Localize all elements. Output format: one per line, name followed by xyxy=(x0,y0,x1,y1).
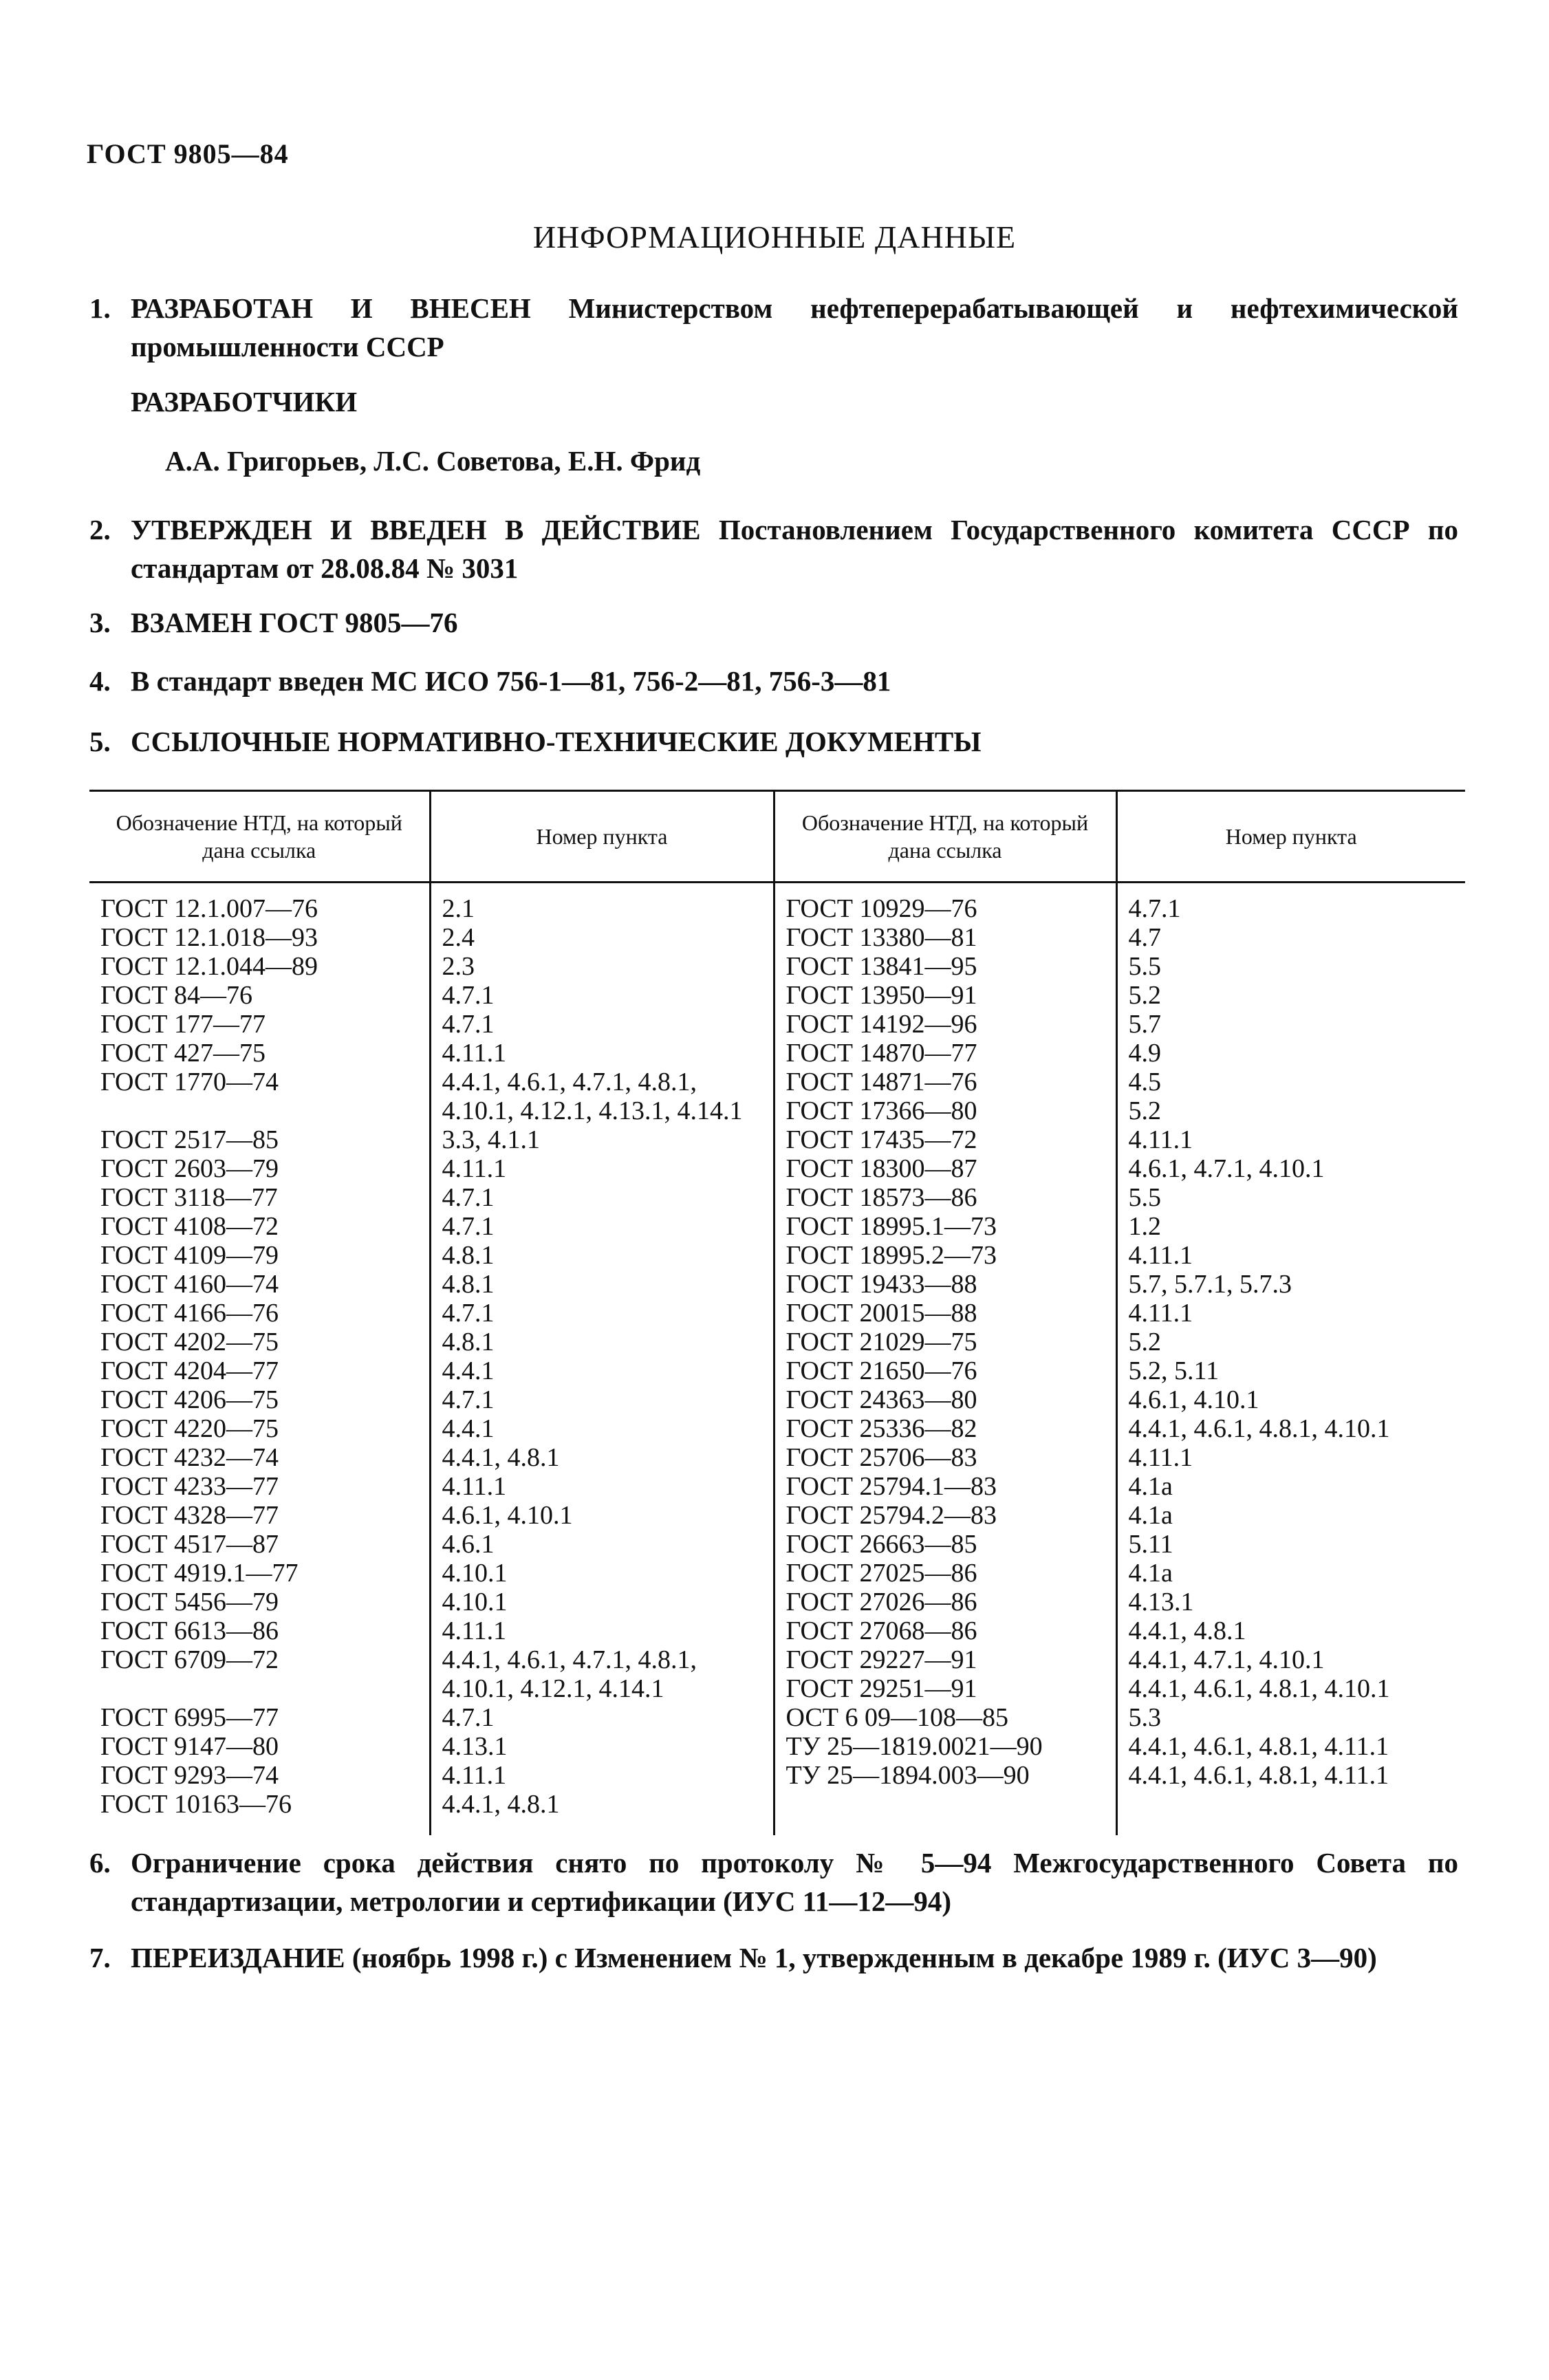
item-text: ВЗАМЕН ГОСТ 9805—76 xyxy=(131,607,458,638)
clause-number-cell: 4.4.1, 4.8.1 xyxy=(430,1443,774,1472)
clause-number-cell: 4.8.1 xyxy=(430,1270,774,1299)
item-number: 3. xyxy=(89,607,111,638)
doc-designation-cell: ГОСТ 6613—86 xyxy=(100,1616,279,1645)
table-row xyxy=(89,1241,1465,1270)
doc-designation-cell xyxy=(89,1674,430,1703)
doc-designation-cell: ГОСТ 84—76 xyxy=(100,981,252,1010)
doc-designation-cell: ГОСТ 1770—74 xyxy=(100,1068,279,1096)
clause-number-cell: 5.2 xyxy=(1116,1096,1465,1125)
doc-designation-cell: ГОСТ 4328—77 xyxy=(100,1501,279,1530)
table-row xyxy=(89,1068,1465,1096)
table-row xyxy=(89,1328,1465,1356)
table-body xyxy=(89,883,1465,1836)
doc-designation-cell: ГОСТ 25794.1—83 xyxy=(774,1472,1116,1501)
item-1 xyxy=(89,289,1458,366)
col-header-doc: Обозначение НТД, на который дана ссылка xyxy=(89,791,430,883)
doc-designation-cell xyxy=(89,1096,430,1125)
item-text: В стандарт введен МС ИСО 756-1—81, 756-2—81, 756-3—81 xyxy=(131,665,891,697)
table-row xyxy=(89,1125,1465,1154)
clause-number-cell: 4.4.1, 4.6.1, 4.7.1, 4.8.1, xyxy=(430,1068,774,1096)
table-row xyxy=(89,1645,1465,1674)
item-number: 5. xyxy=(89,726,111,757)
item-text: РАЗРАБОТАН И ВНЕСЕН Министерством нефтеперерабатывающей и нефтехимической промышленности СССР xyxy=(131,292,1458,363)
doc-designation-cell: ГОСТ 14870—77 xyxy=(774,1039,1116,1068)
doc-designation-cell: ГОСТ 20015—88 xyxy=(774,1299,1116,1328)
table-row xyxy=(89,1616,1465,1645)
clause-number-cell: 4.13.1 xyxy=(1116,1588,1465,1616)
table-row xyxy=(89,1559,1465,1588)
item-3 xyxy=(89,603,1458,642)
table-row xyxy=(89,1443,1465,1472)
page-title: ИНФОРМАЦИОННЫЕ ДАННЫЕ xyxy=(532,219,1017,255)
table-row xyxy=(89,1270,1465,1299)
clause-number-cell: 2.3 xyxy=(430,952,774,981)
doc-designation-cell: ГОСТ 18573—86 xyxy=(774,1183,1116,1212)
clause-number-cell: 1.2 xyxy=(1116,1212,1465,1241)
clause-number-cell: 4.1а xyxy=(1116,1472,1465,1501)
clause-number-cell: 4.7.1 xyxy=(430,1703,774,1732)
doc-designation-cell: ГОСТ 18995.2—73 xyxy=(774,1241,1116,1270)
clause-number-cell: 2.1 xyxy=(430,883,774,924)
doc-designation-cell: ГОСТ 29227—91 xyxy=(774,1645,1116,1674)
references-table-wrapper xyxy=(89,790,1465,1835)
clause-number-cell: 4.6.1, 4.10.1 xyxy=(430,1501,774,1530)
doc-designation-cell: ГОСТ 17435—72 xyxy=(774,1125,1116,1154)
doc-designation-cell: ГОСТ 6709—72 xyxy=(100,1645,279,1674)
clause-number-cell: 5.7 xyxy=(1116,1010,1465,1039)
clause-number-cell: 4.10.1 xyxy=(430,1559,774,1588)
clause-number-cell: 4.11.1 xyxy=(430,1154,774,1183)
clause-number-cell: 5.3 xyxy=(1116,1703,1465,1732)
table-row xyxy=(89,952,1465,981)
table-row xyxy=(89,1501,1465,1530)
clause-number-cell: 4.7.1 xyxy=(430,1010,774,1039)
doc-designation-cell: ГОСТ 27068—86 xyxy=(774,1616,1116,1645)
clause-number-cell xyxy=(1116,1790,1465,1835)
clause-number-cell: 4.4.1, 4.6.1, 4.7.1, 4.8.1, xyxy=(430,1645,774,1674)
doc-designation-cell: ГОСТ 4160—74 xyxy=(100,1270,279,1299)
clause-number-cell: 4.4.1 xyxy=(430,1414,774,1443)
clause-number-cell: 4.7.1 xyxy=(430,1183,774,1212)
clause-number-cell: 4.4.1, 4.6.1, 4.8.1, 4.11.1 xyxy=(1116,1732,1465,1761)
doc-designation-cell: ГОСТ 24363—80 xyxy=(774,1385,1116,1414)
clause-number-cell: 4.11.1 xyxy=(1116,1125,1465,1154)
clause-number-cell: 4.6.1 xyxy=(430,1530,774,1559)
clause-number-cell: 5.2 xyxy=(1116,981,1465,1010)
clause-number-cell: 4.10.1, 4.12.1, 4.14.1 xyxy=(430,1674,774,1703)
clause-number-cell: 4.4.1, 4.6.1, 4.8.1, 4.10.1 xyxy=(1116,1674,1465,1703)
clause-number-cell: 4.7.1 xyxy=(430,1299,774,1328)
doc-designation-cell: ГОСТ 4204—77 xyxy=(100,1356,279,1385)
doc-designation-cell: ГОСТ 3118—77 xyxy=(100,1183,278,1212)
table-row xyxy=(89,1732,1465,1761)
doc-designation-cell: ГОСТ 13950—91 xyxy=(774,981,1116,1010)
table-row xyxy=(89,1703,1465,1732)
col-header-doc: Обозначение НТД, на который дана ссылка xyxy=(774,791,1116,883)
clause-number-cell: 4.4.1 xyxy=(430,1356,774,1385)
doc-designation-cell: ГОСТ 27026—86 xyxy=(774,1588,1116,1616)
doc-designation-cell: ГОСТ 21029—75 xyxy=(774,1328,1116,1356)
table-row xyxy=(89,1212,1465,1241)
doc-designation-cell: ГОСТ 4108—72 xyxy=(100,1212,279,1241)
item-5 xyxy=(89,722,1458,761)
item-text: Ограничение срока действия снято по протоколу № 5—94 Межгосударственного Совета по стандартизации, метрологии и сертификации (ИУС 11—12—94) xyxy=(131,1847,1458,1917)
doc-designation-cell: ГОСТ 4220—75 xyxy=(100,1414,279,1443)
item-number: 6. xyxy=(89,1847,111,1879)
clause-number-cell: 5.7, 5.7.1, 5.7.3 xyxy=(1116,1270,1465,1299)
doc-designation-cell: ГОСТ 10929—76 xyxy=(774,883,1116,924)
doc-designation-cell: ГОСТ 12.1.018—93 xyxy=(100,923,318,952)
doc-designation-cell: ГОСТ 19433—88 xyxy=(774,1270,1116,1299)
item-2 xyxy=(89,510,1458,587)
table-row xyxy=(89,1790,1465,1835)
item-number: 1. xyxy=(89,292,111,324)
clause-number-cell: 4.6.1, 4.10.1 xyxy=(1116,1385,1465,1414)
doc-designation-cell: ГОСТ 9293—74 xyxy=(100,1761,279,1790)
doc-designation-cell: ГОСТ 12.1.007—76 xyxy=(100,894,318,923)
doc-designation-cell: ГОСТ 14871—76 xyxy=(774,1068,1116,1096)
clause-number-cell: 4.7.1 xyxy=(430,981,774,1010)
clause-number-cell: 5.11 xyxy=(1116,1530,1465,1559)
item-number: 2. xyxy=(89,514,111,545)
table-row xyxy=(89,1761,1465,1790)
doc-designation-cell: ГОСТ 6995—77 xyxy=(100,1703,279,1732)
doc-designation-cell: ГОСТ 177—77 xyxy=(100,1010,266,1039)
clause-number-cell: 4.1а xyxy=(1116,1559,1465,1588)
doc-designation-cell: ГОСТ 25336—82 xyxy=(774,1414,1116,1443)
table-row xyxy=(89,1385,1465,1414)
doc-designation-cell: ГОСТ 26663—85 xyxy=(774,1530,1116,1559)
doc-designation-cell: ГОСТ 4206—75 xyxy=(100,1385,279,1414)
doc-designation-cell: ГОСТ 9147—80 xyxy=(100,1732,279,1761)
doc-designation-cell: ГОСТ 17366—80 xyxy=(774,1096,1116,1125)
table-row xyxy=(89,1183,1465,1212)
doc-designation-cell: ГОСТ 14192—96 xyxy=(774,1010,1116,1039)
item-text: ПЕРЕИЗДАНИЕ (ноябрь 1998 г.) с Изменением № 1, утвержденным в декабре 1989 г. (ИУС 3—90) xyxy=(131,1942,1377,1973)
clause-number-cell: 4.11.1 xyxy=(1116,1241,1465,1270)
clause-number-cell: 4.6.1, 4.7.1, 4.10.1 xyxy=(1116,1154,1465,1183)
clause-number-cell: 4.5 xyxy=(1116,1068,1465,1096)
doc-designation-cell: ГОСТ 4166—76 xyxy=(100,1299,279,1328)
item-4 xyxy=(89,662,1458,700)
col-header-clause: Номер пункта xyxy=(430,791,774,883)
table-row xyxy=(89,1039,1465,1068)
clause-number-cell: 4.4.1, 4.6.1, 4.8.1, 4.10.1 xyxy=(1116,1414,1465,1443)
clause-number-cell: 5.2, 5.11 xyxy=(1116,1356,1465,1385)
doc-designation-cell: ГОСТ 4202—75 xyxy=(100,1328,279,1356)
doc-designation-cell: ГОСТ 27025—86 xyxy=(774,1559,1116,1588)
clause-number-cell: 2.4 xyxy=(430,923,774,952)
clause-number-cell: 4.9 xyxy=(1116,1039,1465,1068)
references-table xyxy=(89,790,1465,1835)
clause-number-cell: 4.11.1 xyxy=(430,1616,774,1645)
table-row xyxy=(89,1356,1465,1385)
clause-number-cell: 5.5 xyxy=(1116,1183,1465,1212)
table-row xyxy=(89,1472,1465,1501)
clause-number-cell: 5.2 xyxy=(1116,1328,1465,1356)
table-row xyxy=(89,1096,1465,1125)
table-row xyxy=(89,923,1465,952)
table-row xyxy=(89,883,1465,924)
clause-number-cell: 4.7 xyxy=(1116,923,1465,952)
table-row xyxy=(89,1530,1465,1559)
clause-number-cell: 4.11.1 xyxy=(430,1472,774,1501)
clause-number-cell: 4.4.1, 4.8.1 xyxy=(1116,1616,1465,1645)
developers-label: РАЗРАБОТЧИКИ xyxy=(131,386,358,418)
clause-number-cell: 4.11.1 xyxy=(1116,1443,1465,1472)
clause-number-cell: 4.7.1 xyxy=(430,1385,774,1414)
item-7 xyxy=(89,1938,1458,1977)
doc-designation-cell: ГОСТ 4919.1—77 xyxy=(100,1559,299,1588)
clause-number-cell: 4.8.1 xyxy=(430,1241,774,1270)
document-header: ГОСТ 9805—84 xyxy=(87,138,289,169)
doc-designation-cell: ГОСТ 29251—91 xyxy=(774,1674,1116,1703)
item-text: ССЫЛОЧНЫЕ НОРМАТИВНО-ТЕХНИЧЕСКИЕ ДОКУМЕНТЫ xyxy=(131,726,982,757)
table-row xyxy=(89,981,1465,1010)
table-row xyxy=(89,1414,1465,1443)
clause-number-cell: 4.11.1 xyxy=(430,1761,774,1790)
table-row xyxy=(89,1010,1465,1039)
clause-number-cell: 3.3, 4.1.1 xyxy=(430,1125,774,1154)
doc-designation-cell: ГОСТ 427—75 xyxy=(100,1039,266,1068)
doc-designation-cell xyxy=(774,1790,1116,1835)
table-row xyxy=(89,1674,1465,1703)
clause-number-cell: 5.5 xyxy=(1116,952,1465,981)
developers-list: А.А. Григорьев, Л.С. Советова, Е.Н. Фрид xyxy=(165,445,701,477)
clause-number-cell: 4.10.1, 4.12.1, 4.13.1, 4.14.1 xyxy=(430,1096,774,1125)
doc-designation-cell: ГОСТ 2517—85 xyxy=(100,1125,279,1154)
doc-designation-cell: ТУ 25—1894.003—90 xyxy=(774,1761,1116,1790)
table-row xyxy=(89,1154,1465,1183)
doc-designation-cell: ГОСТ 10163—76 xyxy=(100,1790,292,1819)
item-number: 7. xyxy=(89,1942,111,1973)
doc-designation-cell: ГОСТ 2603—79 xyxy=(100,1154,279,1183)
doc-designation-cell: ГОСТ 25706—83 xyxy=(774,1443,1116,1472)
clause-number-cell: 4.13.1 xyxy=(430,1732,774,1761)
doc-designation-cell: ГОСТ 13841—95 xyxy=(774,952,1116,981)
clause-number-cell: 4.4.1, 4.7.1, 4.10.1 xyxy=(1116,1645,1465,1674)
clause-number-cell: 4.4.1, 4.8.1 xyxy=(430,1790,774,1835)
doc-designation-cell: ГОСТ 4109—79 xyxy=(100,1241,279,1270)
doc-designation-cell: ГОСТ 12.1.044—89 xyxy=(100,952,318,981)
clause-number-cell: 4.10.1 xyxy=(430,1588,774,1616)
doc-designation-cell: ГОСТ 21650—76 xyxy=(774,1356,1116,1385)
doc-designation-cell: ГОСТ 5456—79 xyxy=(100,1588,279,1616)
doc-designation-cell: ГОСТ 4232—74 xyxy=(100,1443,279,1472)
clause-number-cell: 4.4.1, 4.6.1, 4.8.1, 4.11.1 xyxy=(1116,1761,1465,1790)
doc-designation-cell: ГОСТ 4233—77 xyxy=(100,1472,279,1501)
table-row xyxy=(89,1299,1465,1328)
doc-designation-cell: ГОСТ 18300—87 xyxy=(774,1154,1116,1183)
doc-designation-cell: ГОСТ 18995.1—73 xyxy=(774,1212,1116,1241)
doc-designation-cell: ГОСТ 4517—87 xyxy=(100,1530,279,1559)
clause-number-cell: 4.7.1 xyxy=(1116,883,1465,924)
clause-number-cell: 4.7.1 xyxy=(430,1212,774,1241)
item-number: 4. xyxy=(89,665,111,697)
doc-designation-cell: ТУ 25—1819.0021—90 xyxy=(774,1732,1116,1761)
doc-designation-cell: ОСТ 6 09—108—85 xyxy=(774,1703,1116,1732)
clause-number-cell: 4.8.1 xyxy=(430,1328,774,1356)
item-6 xyxy=(89,1843,1458,1921)
table-header-row xyxy=(89,791,1465,883)
col-header-clause: Номер пункта xyxy=(1116,791,1465,883)
item-text: УТВЕРЖДЕН И ВВЕДЕН В ДЕЙСТВИЕ Постановлением Государственного комитета СССР по стандартам от 28.08.84 № 3031 xyxy=(131,514,1458,584)
clause-number-cell: 4.1а xyxy=(1116,1501,1465,1530)
doc-designation-cell: ГОСТ 13380—81 xyxy=(774,923,1116,952)
clause-number-cell: 4.11.1 xyxy=(430,1039,774,1068)
table-row xyxy=(89,1588,1465,1616)
doc-designation-cell: ГОСТ 25794.2—83 xyxy=(774,1501,1116,1530)
clause-number-cell: 4.11.1 xyxy=(1116,1299,1465,1328)
